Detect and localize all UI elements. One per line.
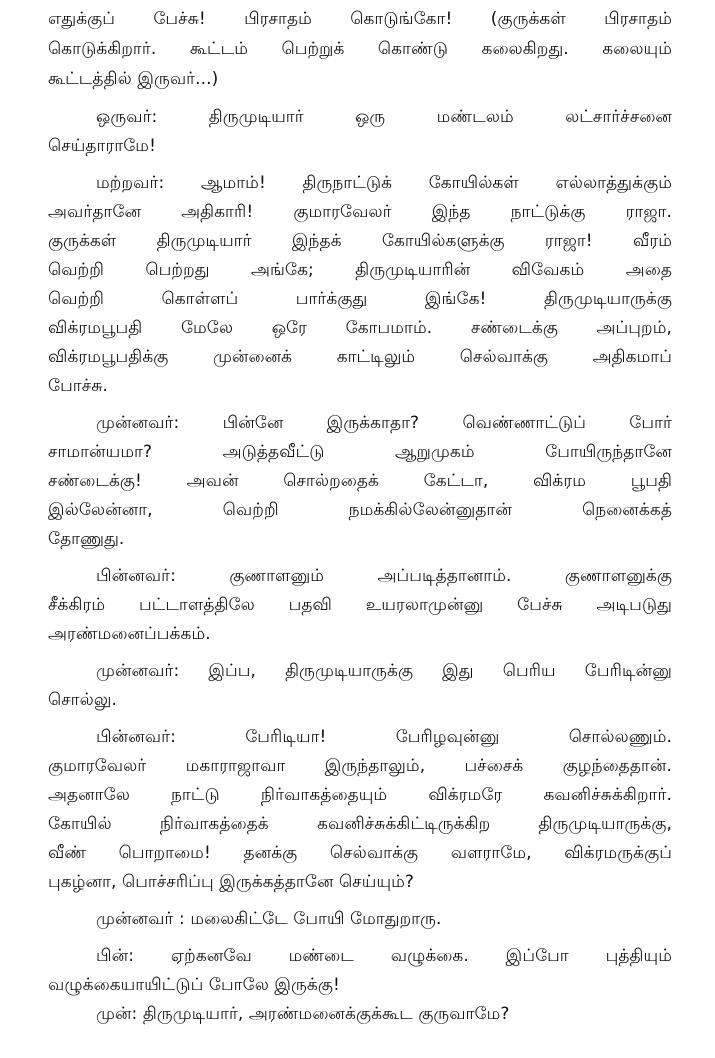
text-line: சண்டைக்கு! அவன் சொல்றதைக் கேட்டா, விக்ரம பூபதி: [48, 471, 672, 491]
text-line: சொல்லு.: [48, 690, 117, 710]
text-line: பின்: ஏற்கனவே மண்டை வழுக்கை. இப்போ புத்தியும்: [96, 946, 672, 966]
text-line: அவர்தானே அதிகாரி! குமாரவேலர் இந்த நாட்டுக்கு ராஜா.: [48, 202, 672, 222]
text-line: அரண்மனைப்பக்கம்.: [48, 624, 211, 644]
text-line: இல்லேன்னா, வெற்றி நமக்கில்லேன்னுதான் நெனைக்கத்: [48, 500, 672, 520]
text-line: வெற்றி கொள்ளப் பார்க்குது இங்கே! திருமுடியாருக்கு: [48, 289, 672, 309]
text-line: அதனாலே நாட்டு நிர்வாகத்தையும் விக்ரமரே கவனிச்சுக்கிறார்.: [48, 785, 672, 805]
text-line: ஒருவர்: திருமுடியார் ஒரு மண்டலம் லட்சார்ச்சனை: [96, 107, 672, 127]
text-line: சீக்கிரம் பட்டாளத்திலே பதவி உயரலாமுன்னு பேச்சு அடிபடுது: [48, 595, 672, 615]
text-line: குருக்கள் திருமுடியார் இந்தக் கோயில்களுக்கு ராஜா! வீரம்: [48, 231, 672, 251]
text-line: முன்னவர்: இப்ப, திருமுடியாருக்கு இது பெரிய பேரிடின்னு: [96, 661, 672, 681]
text-line: வழுக்கையாயிட்டுப் போலே இருக்கு!: [48, 975, 340, 995]
text-line: எதுக்குப் பேச்சு! பிரசாதம் கொடுங்கோ! (குருக்கள் பிரசாதம்: [48, 9, 672, 29]
text-line: கூட்டத்தில் இருவர்...): [48, 69, 219, 89]
text-line: முன்: திருமுடியார், அரண்மனைக்குக்கூட குருவாமே?: [96, 1004, 510, 1024]
text-line: சாமான்யமா? அடுத்தவீட்டு ஆறுமுகம் போயிருந்தானே: [48, 442, 672, 462]
text-line: விக்ரமபூபதிக்கு முன்னைக் காட்டிலும் செல்வாக்கு அதிகமாப்: [48, 347, 672, 367]
text-line: முன்னவர் : மலைகிட்டே போயி மோதுறாரு.: [96, 909, 442, 929]
text-line: விக்ரமபூபதி மேலே ஒரே கோபமாம். சண்டைக்கு அப்புறம்,: [48, 318, 672, 338]
text-line: கோயில் நிர்வாகத்தைக் கவனிச்சுக்கிட்டிருக்கிற திருமுடியாருக்கு,: [48, 814, 672, 834]
text-line: குமாரவேலர் மகாராஜாவா இருந்தாலும், பச்சைக் குழந்தைதான்.: [48, 756, 672, 776]
text-line: மற்றவர்: ஆமாம்! திருநாட்டுக் கோயில்கள் எல்லாத்துக்கும்: [96, 173, 672, 193]
text-line: போச்சு.: [48, 376, 108, 396]
text-line: வெற்றி பெற்றது அங்கே; திருமுடியாரின் விவேகம் அதை: [48, 260, 672, 280]
text-line: புகழ்னா, பொச்சரிப்பு இருக்கத்தானே செய்யும்?: [48, 872, 415, 892]
text-line: செய்தாராமே!: [48, 136, 157, 156]
text-line: தோணுது.: [48, 529, 125, 549]
text-line: பின்னவர்: பேரிடியா! பேரிழவுன்னு சொல்லணும்.: [96, 727, 672, 747]
text-line: வீண் பொறாமை! தனக்கு செல்வாக்கு வளராமே, விக்ரமருக்குப்: [48, 843, 672, 863]
text-line: பின்னவர்: குணாளனும் அப்படித்தானாம். குணாளனுக்கு: [96, 566, 672, 586]
text-line: கொடுக்கிறார். கூட்டம் பெற்றுக் கொண்டு கலைகிறது. கலையும்: [48, 39, 672, 59]
text-line: முன்னவர்: பின்னே இருக்காதா? வெண்ணாட்டுப் போர்: [96, 413, 672, 433]
